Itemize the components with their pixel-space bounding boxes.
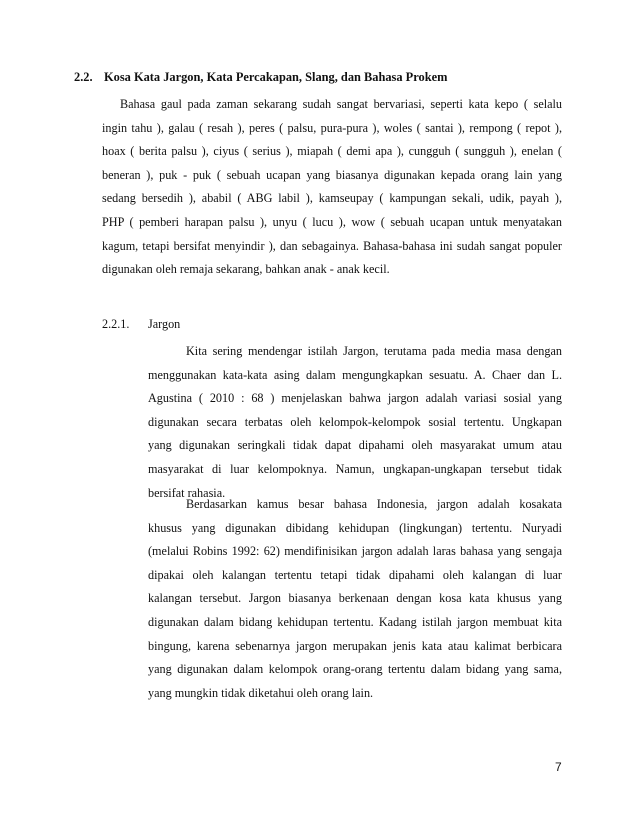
paragraph-line: yang mungkin tidak diketahui oleh orang lain. — [148, 685, 374, 700]
paragraph-line: masyarakat di luar kelompoknya. Namun, ungkapan-ungkapan tersebut tidak — [148, 461, 562, 476]
paragraph-line: hoax ( berita palsu ), ciyus ( serius ), miapah ( demi apa ), cungguh ( sungguh ), enelan ( — [102, 144, 562, 159]
subsection-paragraph-2 — [148, 493, 562, 705]
paragraph-line: menggunakan kata-kata asing dalam mengungkapkan sesuatu. A. Chaer dan L. — [148, 367, 562, 382]
section-title: Kosa Kata Jargon, Kata Percakapan, Slang, dan Bahasa Prokem — [104, 70, 448, 84]
paragraph-line: digunakan dalam bidang kehidupan tertentu. Kadang istilah jargon membuat kita — [148, 614, 562, 629]
paragraph-line: ingin tahu ), galau ( resah ), peres ( palsu, pura-pura ), woles ( santai ), rempong ( repot ), — [102, 120, 562, 135]
paragraph-line: khusus yang digunakan dibidang kehidupan (lingkungan) tertentu. Nuryadi — [148, 520, 562, 535]
subsection-heading — [102, 317, 180, 332]
paragraph-line: yang digunakan dalam kelompok orang-orang tertentu dalam bidang yang sama, — [148, 662, 562, 677]
section-number: 2.2. — [74, 70, 93, 84]
page-number: 7 — [555, 760, 562, 774]
paragraph-line: Berdasarkan kamus besar bahasa Indonesia, jargon adalah kosakata — [186, 497, 562, 511]
paragraph-line: dipakai oleh kalangan tertentu tetapi tidak dipahami oleh kalangan di luar — [148, 567, 562, 582]
paragraph-line: bingung, karena sebenarnya jargon merupakan jenis kata atau kalimat berbicara — [148, 638, 562, 653]
subsection-number: 2.2.1. — [102, 317, 130, 331]
paragraph-line: Agustina ( 2010 : 68 ) menjelaskan bahwa jargon adalah variasi sosial yang — [148, 391, 562, 406]
paragraph-line: Kita sering mendengar istilah Jargon, terutama pada media masa dengan — [186, 344, 562, 358]
paragraph-line: yang digunakan seringkali tidak dapat dipahami oleh masyarakat umum atau — [148, 438, 562, 453]
paragraph-line: beneran ), puk - puk ( sebuah ucapan yang biasanya digunakan kepada orang lain yang — [102, 167, 562, 182]
section-heading — [74, 70, 447, 85]
paragraph-line: bersifat rahasia. — [148, 485, 226, 500]
subsection-title: Jargon — [148, 317, 181, 331]
paragraph-line: Bahasa gaul pada zaman sekarang sudah sangat bervariasi, seperti kata kepo ( selalu — [120, 97, 562, 111]
subsection-paragraph-1 — [148, 340, 562, 505]
paragraph-line: sedang bersedih ), ababil ( ABG labil ), kamseupay ( kampungan sekali, udik, payah ), — [102, 191, 562, 206]
paragraph-line: digunakan secara terbatas oleh kelompok-kelompok sosial tertentu. Ungkapan — [148, 414, 562, 429]
section-paragraph — [102, 93, 562, 282]
paragraph-line: kalangan tersebut. Jargon biasanya berkenaan dengan kosa kata khusus yang — [148, 591, 562, 606]
paragraph-line: (melalui Robins 1992: 62) mendifinisikan jargon adalah laras bahasa yang sengaja — [148, 544, 562, 559]
paragraph-line: PHP ( pemberi harapan palsu ), unyu ( lucu ), wow ( sebuah ucapan untuk menyatakan — [102, 214, 562, 229]
paragraph-line: digunakan oleh remaja sekarang, bahkan anak - anak kecil. — [102, 262, 390, 277]
paragraph-line: kagum, tetapi bersifat menyindir ), dan sebagainya. Bahasa-bahasa ini sudah sangat populer — [102, 238, 562, 253]
